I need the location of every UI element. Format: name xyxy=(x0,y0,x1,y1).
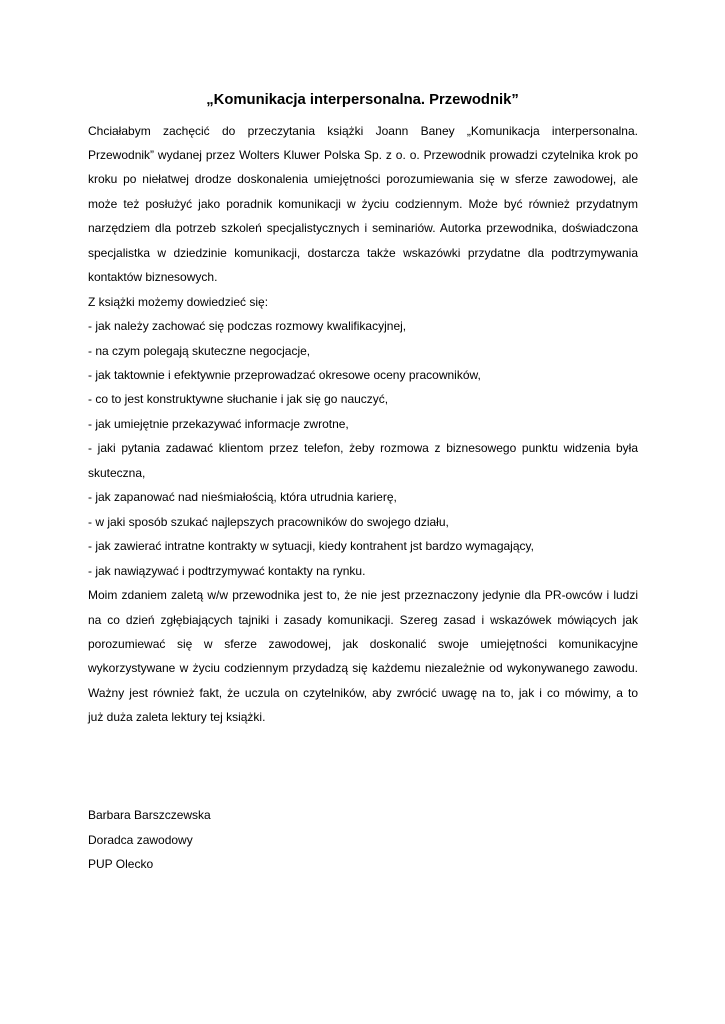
topics-list xyxy=(88,314,638,583)
list-item-text: - jaki pytania zadawać klientom przez telefon, żeby rozmowa z biznesowego punktu widzenia była xyxy=(88,441,638,456)
opinion-line: Ważny jest również fakt, że uczula on czytelników, aby zwrócić uwagę na to, jak i co mówimy, a to xyxy=(88,685,638,700)
intro-line: kontaktów biznesowych. xyxy=(88,270,218,285)
opinion-line: Moim zdaniem zaletą w/w przewodnika jest to, że nie jest przeznaczony jedynie dla PR-owców i ludzi xyxy=(88,588,638,603)
list-item xyxy=(88,534,638,558)
list-item-text: - jak zawierać intratne kontrakty w sytuacji, kiedy kontrahent jst bardzo wymagający, xyxy=(88,539,534,554)
document-title: „Komunikacja interpersonalna. Przewodnik” xyxy=(206,92,519,108)
opinion-line: już duża zaleta lektury tej książki. xyxy=(88,710,266,725)
list-item xyxy=(88,559,638,583)
list-item xyxy=(88,412,638,436)
intro-line: może też posłużyć jako poradnik komunikacji w życiu codziennym. Może być również przydatnym xyxy=(88,196,638,211)
list-item-text: - na czym polegają skuteczne negocjacje, xyxy=(88,343,311,358)
list-item xyxy=(88,510,638,534)
document-body xyxy=(88,119,638,877)
intro-line: Przewodnik” wydanej przez Wolters Kluwer Polska Sp. z o. o. Przewodnik prowadzi czytelnika krok po xyxy=(88,147,638,162)
list-item xyxy=(88,387,638,411)
list-item-text: - jak nawiązywać i podtrzymywać kontakty na rynku. xyxy=(88,563,366,578)
list-item-text: - jak zapanować nad nieśmiałością, która utrudnia karierę, xyxy=(88,490,397,505)
signature-block xyxy=(88,803,638,876)
signature-office: PUP Olecko xyxy=(88,857,154,872)
list-heading: Z książki możemy dowiedzieć się: xyxy=(88,294,269,309)
list-item-text: - co to jest konstruktywne słuchanie i jak się go nauczyć, xyxy=(88,392,389,407)
list-item xyxy=(88,339,638,363)
opinion-paragraph xyxy=(88,583,638,730)
list-item-text: skuteczna, xyxy=(88,465,146,480)
list-item-text: - jak należy zachować się podczas rozmowy kwalifikacyjnej, xyxy=(88,319,407,334)
list-item xyxy=(88,363,638,387)
opinion-line: wykorzystywane w życiu codziennym przydadzą się każdemu niezależnie od wykonywanego zawodu. xyxy=(88,661,638,676)
intro-line: narzędziem dla potrzeb szkoleń specjalistycznych i seminariów. Autorka przewodnika, doświadczona xyxy=(88,221,638,236)
intro-line: specjalistka w dziedzinie komunikacji, dostarcza także wskazówki przydatne dla podtrzymywania xyxy=(88,245,638,260)
signature-role: Doradca zawodowy xyxy=(88,832,193,847)
list-item-text: - jak umiejętnie przekazywać informacje zwrotne, xyxy=(88,416,349,431)
signature-name: Barbara Barszczewska xyxy=(88,808,211,823)
opinion-line: porozumiewać się w sferze zawodowej, jak doskonalić swoje umiejętności komunikacyjne xyxy=(88,637,638,652)
intro-paragraph xyxy=(88,119,638,290)
list-item-text: - jak taktownie i efektywnie przeprowadzać okresowe oceny pracowników, xyxy=(88,368,481,383)
list-item xyxy=(88,485,638,509)
list-item xyxy=(88,314,638,338)
opinion-line: na co dzień zgłębiających tajniki i zasady komunikacji. Szereg zasad i wskazówek mówiących jak xyxy=(88,612,638,627)
list-item-text: - w jaki sposób szukać najlepszych pracowników do swojego działu, xyxy=(88,514,449,529)
intro-line: kroku po niełatwej drodze doskonalenia umiejętności porozumiewania się w sferze zawodowej, ale xyxy=(88,172,638,187)
intro-line: Chciałabym zachęcić do przeczytania książki Joann Baney „Komunikacja interpersonalna. xyxy=(88,123,638,138)
list-item xyxy=(88,436,638,485)
